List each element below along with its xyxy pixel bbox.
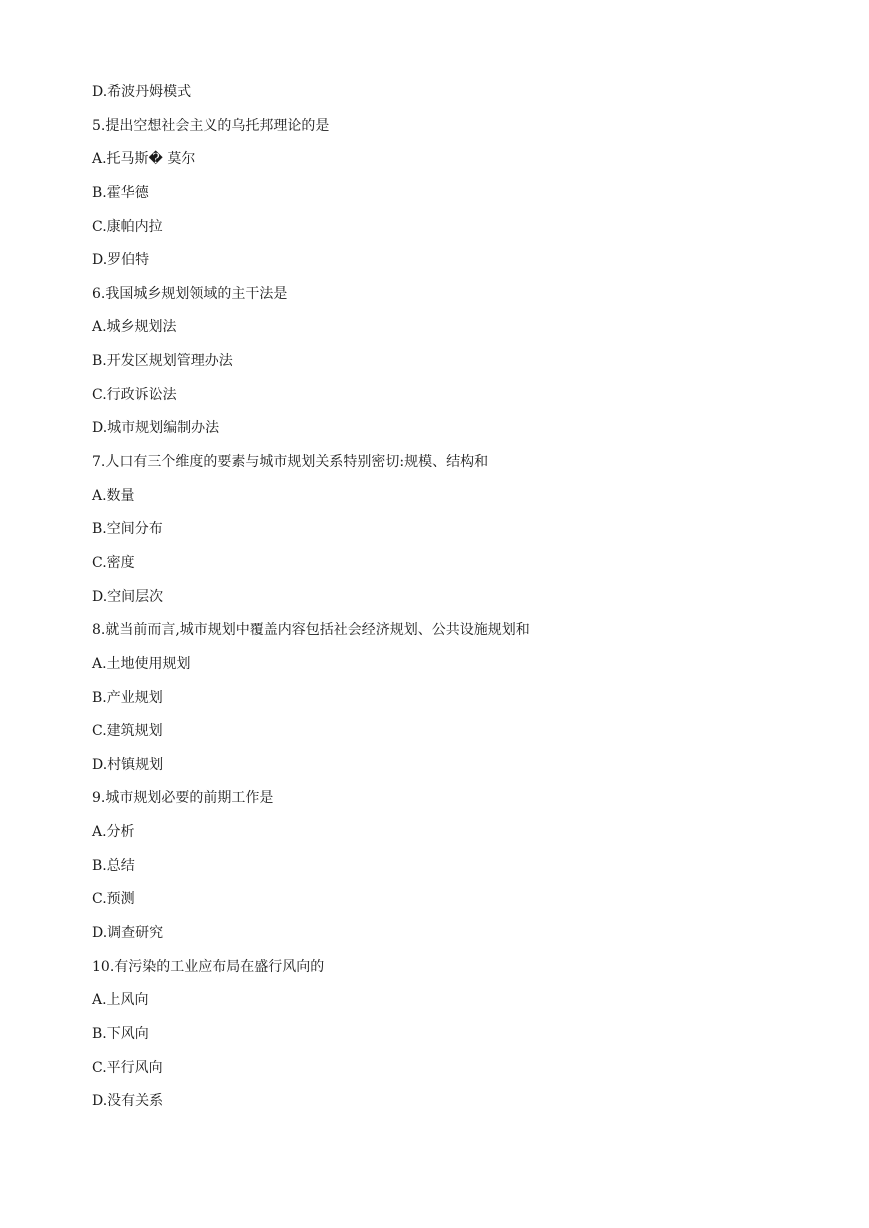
option-line: A.土地使用规划	[92, 655, 191, 672]
option-line: B.产业规划	[92, 689, 163, 706]
option-line: C.密度	[92, 554, 135, 571]
option-line: D.空间层次	[92, 588, 164, 605]
question-line: 10.有污染的工业应布局在盛行风向的	[92, 958, 325, 975]
question-line: 8.就当前而言,城市规划中覆盖内容包括社会经济规划、公共设施规划和	[92, 622, 530, 639]
option-line: B.总结	[92, 857, 135, 874]
option-line: D.没有关系	[92, 1093, 164, 1110]
option-line: B.开发区规划管理办法	[92, 353, 233, 370]
option-line: A.城乡规划法	[92, 319, 177, 336]
option-line: C.行政诉讼法	[92, 386, 177, 403]
option-line: C.建筑规划	[92, 723, 163, 740]
question-line: 6.我国城乡规划领域的主干法是	[92, 285, 288, 302]
question-line: 5.提出空想社会主义的乌托邦理论的是	[92, 117, 330, 134]
option-line: D.城市规划编制办法	[92, 420, 220, 437]
option-line: B.下风向	[92, 1025, 149, 1042]
option-line: A.上风向	[92, 992, 149, 1009]
option-line: C.预测	[92, 891, 135, 908]
option-line: B.霍华德	[92, 184, 149, 201]
option-line: A.托马斯� 莫尔	[92, 151, 196, 168]
question-line: 7.人口有三个维度的要素与城市规划关系特别密切:规模、结构和	[92, 454, 489, 471]
option-line: C.康帕内拉	[92, 218, 163, 235]
option-line: D.罗伯特	[92, 252, 150, 269]
option-line: C.平行风向	[92, 1059, 163, 1076]
option-line: D.希波丹姆模式	[92, 84, 192, 100]
option-line: D.村镇规划	[92, 756, 164, 773]
question-list	[92, 80, 812, 1123]
option-line: D.调查研究	[92, 925, 164, 942]
option-line: B.空间分布	[92, 521, 163, 538]
option-line: A.数量	[92, 487, 135, 504]
question-line: 9.城市规划必要的前期工作是	[92, 790, 274, 807]
option-line: A.分析	[92, 824, 135, 841]
